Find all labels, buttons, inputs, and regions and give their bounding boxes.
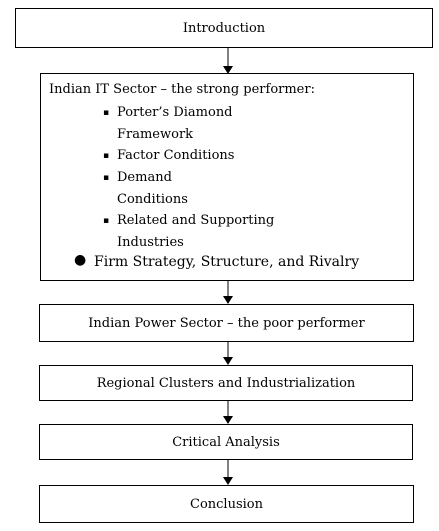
dot-bullet-icon: ● <box>74 252 87 268</box>
it-item-2: ▪ Factor Conditions <box>117 145 234 167</box>
power-sector-box <box>39 304 414 342</box>
it-sector-title: Indian IT Sector – the strong performer: <box>49 82 315 97</box>
power-sector-label: Indian Power Sector – the poor performer <box>88 315 365 331</box>
critical-analysis-box <box>39 424 413 460</box>
square-bullet-icon: ▪ <box>103 151 110 161</box>
introduction-label: Introduction <box>182 20 266 36</box>
it-item-1: ▪ Porter’s Diamond Framework <box>117 102 233 146</box>
conclusion-box <box>39 485 414 523</box>
arrow-5 <box>218 460 238 486</box>
critical-analysis-label: Critical Analysis <box>172 434 280 450</box>
regional-clusters-box <box>39 365 413 401</box>
square-bullet-icon: ▪ <box>103 108 110 118</box>
regional-clusters-label: Regional Clusters and Industrialization <box>96 375 356 391</box>
arrow-3 <box>218 342 238 366</box>
it-item-3: ▪ Demand Conditions <box>117 167 188 211</box>
introduction-box <box>15 8 433 48</box>
it-item-firm-strategy: ● Firm Strategy, Structure, and Rivalry <box>74 252 360 270</box>
square-bullet-icon: ▪ <box>103 216 110 226</box>
it-item-4: ▪ Related and Supporting Industries <box>117 210 274 254</box>
conclusion-label: Conclusion <box>190 496 263 512</box>
arrow-1 <box>218 48 238 75</box>
arrow-2 <box>218 281 238 305</box>
arrow-4 <box>218 401 238 425</box>
square-bullet-icon: ▪ <box>103 173 110 183</box>
